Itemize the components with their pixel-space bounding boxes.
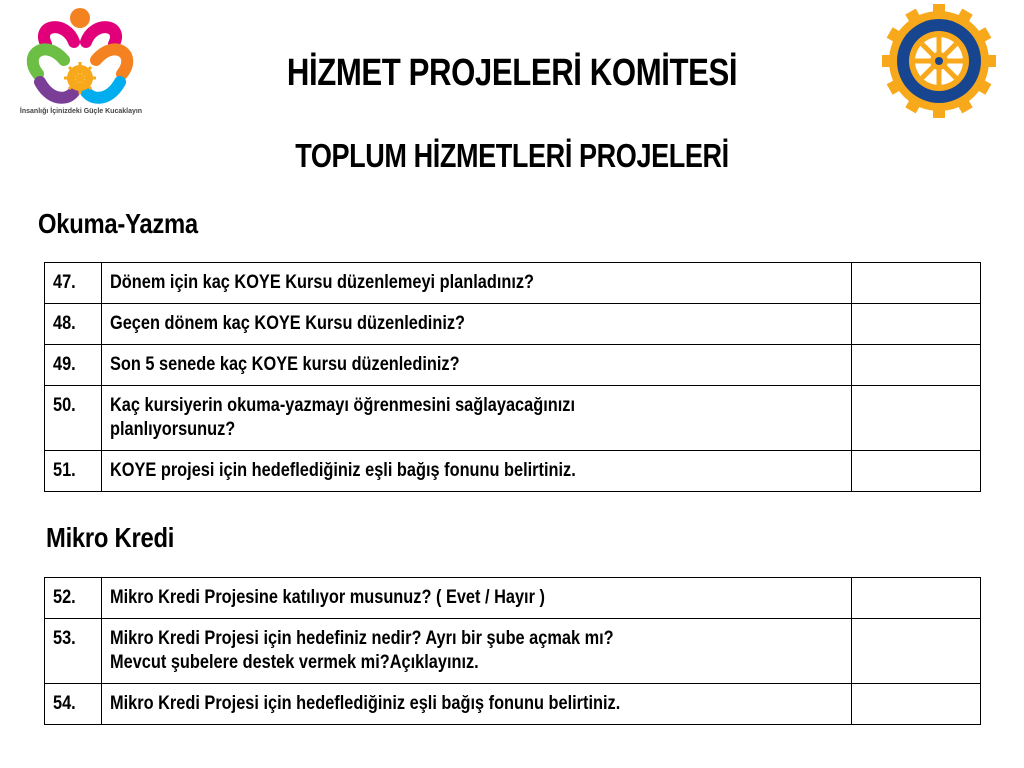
question-number: 48. bbox=[45, 304, 102, 345]
question-text: Dönem için kaç KOYE Kursu düzenlemeyi planladınız? bbox=[101, 263, 851, 304]
question-text: Mikro Kredi Projesi için hedefiniz nedir? Ayrı bir şube açmak mı? Mevcut şubelere destek vermek mi?Açıklayınız. bbox=[101, 619, 851, 684]
answer-cell[interactable] bbox=[852, 619, 981, 684]
page-title: HİZMET PROJELERİ KOMİTESİ bbox=[286, 52, 738, 94]
answer-cell[interactable] bbox=[852, 304, 981, 345]
section-title-okuma-yazma: Okuma-Yazma bbox=[38, 208, 198, 239]
question-text: Son 5 senede kaç KOYE kursu düzenlediniz? bbox=[101, 345, 851, 386]
questions-table-mikro-kredi bbox=[44, 577, 981, 725]
table-row bbox=[45, 304, 981, 345]
answer-cell[interactable] bbox=[852, 451, 981, 492]
section-title-mikro-kredi: Mikro Kredi bbox=[46, 522, 175, 553]
table-row bbox=[45, 263, 981, 304]
answer-cell[interactable] bbox=[852, 578, 981, 619]
question-number: 52. bbox=[45, 578, 102, 619]
question-number: 47. bbox=[45, 263, 102, 304]
question-text: Mikro Kredi Projesi için hedeflediğiniz eşli bağış fonunu belirtiniz. bbox=[101, 684, 851, 725]
question-number: 53. bbox=[45, 619, 102, 684]
question-text: Kaç kursiyerin okuma-yazmayı öğrenmesini sağlayacağınızı planlıyorsunuz? bbox=[101, 386, 851, 451]
answer-cell[interactable] bbox=[852, 345, 981, 386]
question-text: KOYE projesi için hedeflediğiniz eşli bağış fonunu belirtiniz. bbox=[101, 451, 851, 492]
logo-caption: İnsanlığı İçinizdeki Güçle Kucaklayın bbox=[19, 108, 143, 115]
table-row bbox=[45, 684, 981, 725]
questions-table-okuma-yazma bbox=[44, 262, 981, 492]
question-text: Geçen dönem kaç KOYE Kursu düzenlediniz? bbox=[101, 304, 851, 345]
answer-cell[interactable] bbox=[852, 684, 981, 725]
question-number: 51. bbox=[45, 451, 102, 492]
question-number: 50. bbox=[45, 386, 102, 451]
table-row bbox=[45, 386, 981, 451]
table-row bbox=[45, 578, 981, 619]
table-row bbox=[45, 619, 981, 684]
page-subtitle: TOPLUM HİZMETLERİ PROJELERİ bbox=[295, 137, 729, 174]
answer-cell[interactable] bbox=[852, 386, 981, 451]
table-row bbox=[45, 451, 981, 492]
question-number: 49. bbox=[45, 345, 102, 386]
question-number: 54. bbox=[45, 684, 102, 725]
answer-cell[interactable] bbox=[852, 263, 981, 304]
table-row bbox=[45, 345, 981, 386]
question-text: Mikro Kredi Projesine katılıyor musunuz? ( Evet / Hayır ) bbox=[101, 578, 851, 619]
